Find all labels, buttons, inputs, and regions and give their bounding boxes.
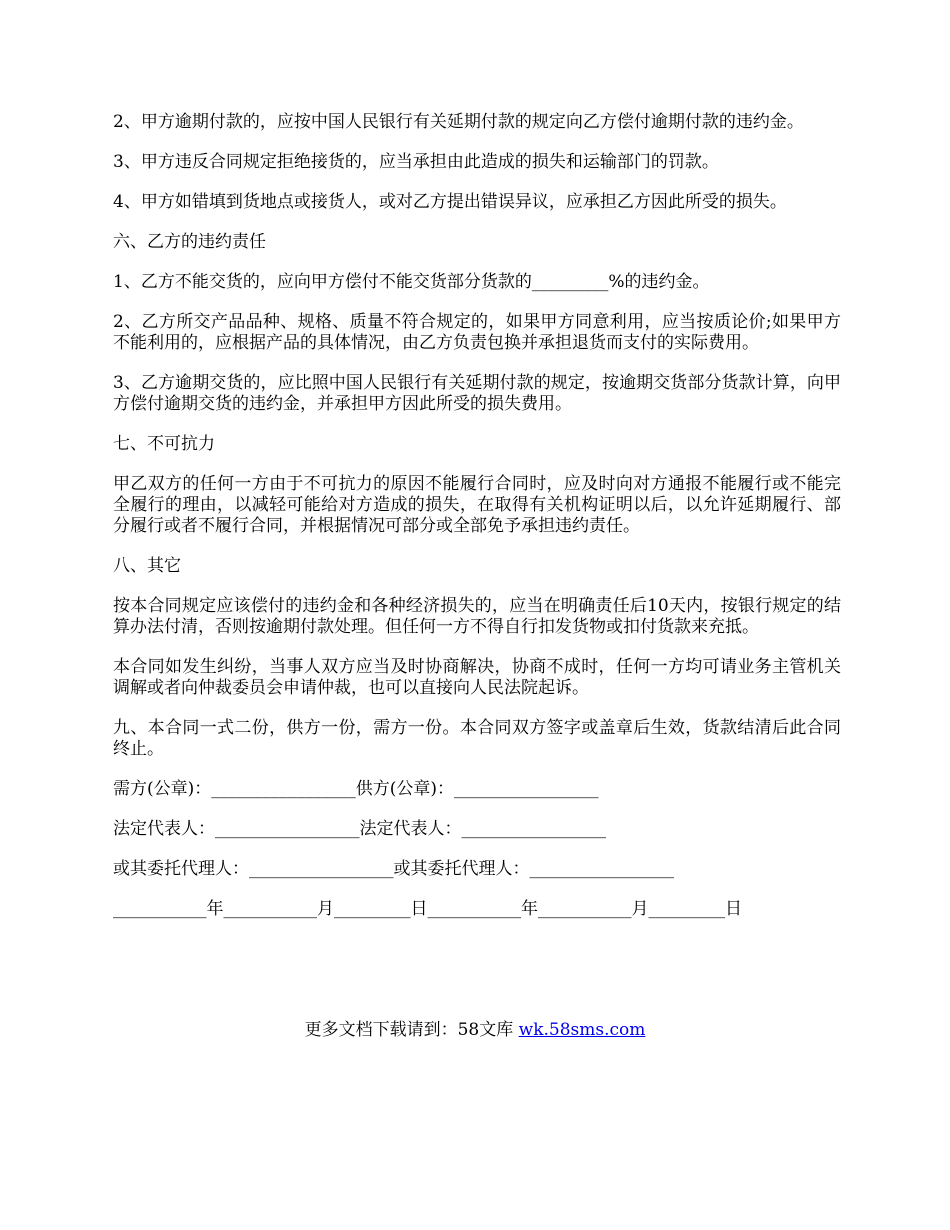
clause-copies: 九、本合同一式二份，供方一份，需方一份。本合同双方签字或盖章后生效，货款结清后此合同终止。 bbox=[113, 718, 841, 759]
section-heading-other: 八、其它 bbox=[113, 556, 181, 576]
section-heading-force-majeure: 七、不可抗力 bbox=[113, 434, 215, 454]
clause-party-a-late-payment: 2、甲方逾期付款的，应按中国人民银行有关延期付款的规定向乙方偿付逾期付款的违约金。 bbox=[113, 112, 804, 132]
section-heading-party-b-liability: 六、乙方的违约责任 bbox=[113, 232, 266, 252]
clause-party-b-no-delivery: 1、乙方不能交货的，应向甲方偿付不能交货部分货款的_________%的违约金。 bbox=[113, 272, 710, 292]
contract-body bbox=[113, 112, 841, 939]
signature-date-line: ___________年___________月_________日___________年___________月_________日 bbox=[113, 899, 742, 919]
signature-agent-line: 或其委托代理人：_________________或其委托代理人：_________________ bbox=[113, 859, 674, 879]
clause-party-a-wrong-address: 4、甲方如错填到货地点或接货人，或对乙方提出错误异议，应承担乙方因此所受的损失。 bbox=[113, 192, 787, 212]
clause-settlement: 按本合同规定应该偿付的违约金和各种经济损失的，应当在明确责任后10天内，按银行规定的结算办法付清，否则按逾期付款处理。但任何一方不得自行扣发货物或扣付货款来充抵。 bbox=[113, 596, 841, 637]
footer-link[interactable]: wk.58sms.com bbox=[518, 1020, 646, 1040]
clause-party-b-late-delivery: 3、乙方逾期交货的，应比照中国人民银行有关延期付款的规定，按逾期交货部分货款计算，向甲方偿付逾期交货的违约金，并承担甲方因此所受的损失费用。 bbox=[113, 373, 841, 414]
clause-party-b-quality: 2、乙方所交产品品种、规格、质量不符合规定的，如果甲方同意利用，应当按质论价;如果甲方不能利用的，应根据产品的具体情况，由乙方负责包换并承担退货而支付的实际费用。 bbox=[113, 312, 841, 353]
download-footer bbox=[0, 1020, 950, 1041]
clause-party-a-refuse-delivery: 3、甲方违反合同规定拒绝接货的，应当承担由此造成的损失和运输部门的罚款。 bbox=[113, 152, 719, 172]
clause-force-majeure: 甲乙双方的任何一方由于不可抗力的原因不能履行合同时，应及时向对方通报不能履行或不能完全履行的理由，以减轻可能给对方造成的损失，在取得有关机构证明以后，以允许延期履行、部分履行或者不履行合同，并根据情况可部分或全部免予承担违约责任。 bbox=[113, 474, 841, 536]
clause-dispute: 本合同如发生纠纷，当事人双方应当及时协商解决，协商不成时，任何一方均可请业务主管机关调解或者向仲裁委员会申请仲裁，也可以直接向人民法院起诉。 bbox=[113, 657, 841, 698]
signature-party-line: 需方(公章)：_________________供方(公章)：_________________ bbox=[113, 779, 599, 799]
signature-representative-line: 法定代表人：_________________法定代表人：_________________ bbox=[113, 819, 606, 839]
footer-text: 更多文档下载请到：58文库 bbox=[304, 1020, 519, 1040]
